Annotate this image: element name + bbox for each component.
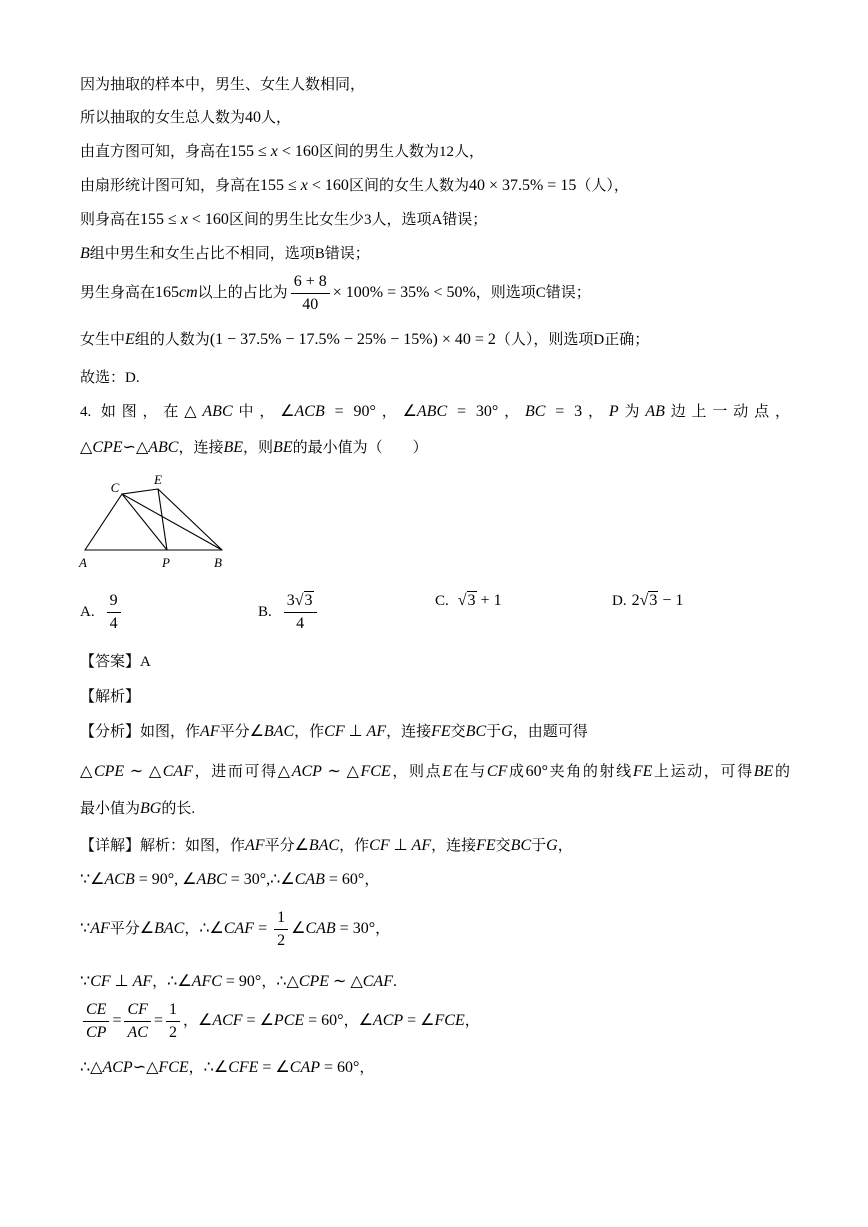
final-choice-line — [80, 368, 140, 388]
math-expr: < 160 — [307, 177, 349, 194]
math-expr: = — [153, 1011, 163, 1029]
text-run: ，连接 — [386, 724, 432, 740]
math-expr: + 1 — [476, 592, 502, 609]
math-variable: ACP — [291, 763, 322, 780]
math-variable: CAP — [289, 1059, 320, 1076]
math-variable: CPE — [92, 439, 123, 456]
text-run: 组中男生和女生占比不相同，选项B错误； — [89, 246, 370, 262]
vertex-label-b: B — [214, 555, 222, 570]
text-run: 的最小值为（ ） — [292, 440, 428, 456]
fraction — [124, 1000, 150, 1043]
math-expr: ∼ △ — [329, 973, 363, 990]
text-run: ，则选项C错误； — [475, 284, 591, 301]
denominator — [284, 613, 317, 634]
math-variable: ABC — [148, 439, 179, 456]
math-variable: CF — [369, 837, 390, 854]
math-expr: = 3 — [545, 403, 583, 420]
math-expr: 9 — [109, 592, 118, 609]
math-variable: CAF — [162, 763, 193, 780]
math-variable: CE — [86, 1001, 107, 1018]
text-run: 上运动，可得 — [652, 764, 754, 780]
math-expr: △ — [80, 763, 94, 780]
text-run: ，由题可得 — [512, 724, 588, 740]
text-run: ，则 — [243, 440, 274, 456]
math-expr: ∵ — [80, 919, 91, 937]
denominator — [291, 294, 330, 315]
math-expr: = 90° — [221, 973, 262, 990]
denominator — [107, 613, 121, 634]
geometry-figure — [70, 470, 240, 570]
vertex-label-e: E — [154, 472, 162, 487]
numerator — [83, 1000, 109, 1022]
math-expr: 155 ≤ — [230, 143, 271, 160]
math-variable: CPE — [93, 763, 125, 780]
math-expr: ∽△ — [132, 1059, 159, 1076]
math-variable: AC — [127, 1024, 148, 1041]
solution-line — [80, 108, 291, 128]
text-run: 由直方图可知，身高在 — [80, 144, 231, 160]
text-run: ， — [582, 404, 609, 420]
math-variable: ACB — [104, 871, 135, 888]
math-expr: 3√ — [286, 592, 304, 609]
math-variable: FCE — [158, 1059, 189, 1076]
math-variable: AF — [90, 919, 110, 937]
math-expr: 2√ — [631, 592, 649, 609]
math-variable: ACF — [212, 1011, 243, 1029]
math-variable: CAF — [362, 973, 393, 990]
math-expr: △ — [80, 439, 93, 456]
segment-ac — [85, 494, 122, 550]
text-run: 所以抽取的女生总人数为 — [80, 110, 246, 126]
math-variable: AB — [645, 403, 665, 420]
text-run: 平分 — [264, 838, 295, 854]
sqrt-radicand: 3 — [304, 592, 313, 609]
math-variable: ABC — [202, 403, 233, 420]
math-expr: √ — [457, 592, 467, 609]
option-d — [612, 591, 683, 611]
text-run: 【分析】如图，作 — [80, 724, 201, 740]
denominator — [124, 1022, 150, 1043]
text-run: 成 — [507, 764, 526, 780]
math-variable: BE — [223, 439, 244, 456]
math-expr: ∠ — [358, 1011, 373, 1029]
text-run: ， — [182, 1012, 198, 1029]
math-variable: FCE — [434, 1011, 465, 1029]
math-variable: BAC — [308, 837, 340, 854]
denominator — [274, 930, 288, 951]
math-expr: 60° — [525, 763, 549, 780]
math-expr: × 100% = 35% < 50% — [332, 283, 476, 301]
math-expr: = 90°, ∠ — [134, 871, 197, 888]
math-variable: BC — [465, 723, 487, 740]
text-run: ， — [498, 404, 525, 420]
math-expr: = 60° — [304, 1011, 344, 1029]
numerator — [274, 908, 288, 930]
detail-line — [80, 972, 397, 992]
math-variable: ACP — [372, 1011, 404, 1029]
solution-line — [80, 75, 365, 95]
math-variable: P — [608, 403, 619, 420]
analysis-line — [80, 799, 195, 819]
fraction — [166, 1000, 180, 1043]
text-run: ， — [188, 1060, 204, 1076]
math-expr: ∠ — [249, 723, 264, 740]
math-expr: = ∠ — [403, 1011, 435, 1029]
math-expr: ∴∠ — [167, 973, 192, 990]
text-run: 平分 — [109, 920, 140, 937]
fraction — [107, 591, 121, 634]
math-expr: ∠ — [402, 403, 417, 420]
text-run: ， — [557, 838, 573, 854]
text-run: 以上的占比为 — [197, 284, 288, 301]
math-expr: = ∠ — [258, 1059, 290, 1076]
solution-line — [80, 244, 370, 264]
fraction — [83, 1000, 109, 1043]
math-expr: = 90° — [324, 403, 376, 420]
math-variable: FE — [476, 837, 496, 854]
text-run: 则身高在 — [80, 212, 141, 228]
math-variable: CFE — [228, 1059, 259, 1076]
math-expr: = — [254, 919, 272, 937]
math-variable: E — [442, 763, 453, 780]
math-expr: △ — [277, 763, 292, 780]
math-expr: (1 − 37.5% − 17.5% − 25% − 15%) × 40 = 2 — [209, 331, 496, 348]
detail-line — [80, 836, 573, 856]
math-expr: ∠ — [291, 919, 306, 937]
math-variable: CF — [127, 1001, 148, 1018]
math-expr: 165 — [155, 283, 180, 301]
math-expr: 2 — [277, 932, 286, 949]
math-expr: 155 ≤ — [140, 211, 181, 228]
math-expr: . — [392, 973, 397, 990]
detail-line — [80, 1058, 374, 1078]
option-content — [281, 592, 320, 632]
numerator — [124, 1000, 150, 1022]
option-label: A. — [80, 603, 95, 620]
math-expr: ⊥ — [110, 973, 133, 990]
math-expr: 40 — [245, 109, 262, 126]
text-run: 男生身高在 — [80, 284, 156, 301]
text-run: ， — [364, 872, 380, 888]
text-run: 4. 如图，在 — [80, 404, 185, 420]
math-expr: ∵∠ — [80, 871, 105, 888]
math-expr: < 160 — [187, 211, 229, 228]
solution-line — [80, 210, 487, 230]
text-run: 于 — [531, 838, 547, 854]
math-expr: ∠ — [294, 837, 309, 854]
math-variable: x — [300, 177, 308, 194]
math-expr: = 60° — [320, 1059, 360, 1076]
detail-line — [80, 908, 390, 951]
math-variable: cm — [179, 283, 198, 301]
math-variable: ACP — [102, 1059, 133, 1076]
text-run: ， — [464, 1012, 480, 1029]
math-variable: AF — [366, 723, 387, 740]
math-expr: ∼ △ — [124, 763, 163, 780]
math-variable: B — [80, 245, 90, 262]
text-run: 交 — [450, 724, 466, 740]
math-expr: ∠ — [197, 1011, 213, 1029]
segment-ce — [122, 489, 158, 494]
math-variable: x — [270, 143, 278, 160]
math-variable: AF — [132, 973, 153, 990]
math-expr: 4 — [296, 615, 305, 632]
math-variable: BG — [140, 800, 162, 817]
math-expr: ⊥ — [344, 723, 367, 740]
math-variable: CP — [86, 1024, 107, 1041]
math-variable: AF — [245, 837, 265, 854]
math-expr: ∴△ — [80, 1059, 103, 1076]
text-run: 在与 — [452, 764, 487, 780]
math-variable: CF — [486, 763, 508, 780]
text-run: 由扇形统计图可知，身高在 — [80, 178, 261, 194]
solution-line — [80, 272, 591, 315]
denominator — [83, 1022, 109, 1043]
text-run: ， — [359, 1060, 375, 1076]
text-run: ，进而可得 — [192, 764, 278, 780]
math-variable: ACB — [294, 403, 325, 420]
analysis-line — [80, 762, 790, 782]
option-label: C. — [435, 593, 449, 609]
math-variable: BE — [753, 763, 774, 780]
text-run: 区间的女生人数为 — [348, 178, 469, 194]
math-variable: PCE — [273, 1011, 305, 1029]
math-expr: 155 ≤ — [260, 177, 301, 194]
math-variable: BE — [273, 439, 293, 456]
text-run: 于 — [486, 724, 502, 740]
text-run: 组的人数为 — [134, 332, 210, 348]
math-expr: = 30°,∴∠ — [226, 871, 295, 888]
text-run: 因为抽取的样本中，男生、女生人数相同， — [80, 77, 366, 93]
math-expr: ∴∠ — [199, 919, 224, 937]
text-run: 区间的男生比女生少3人，选项A错误； — [228, 212, 488, 228]
text-run: 的 — [773, 764, 790, 780]
math-variable: ABC — [416, 403, 448, 420]
option-content — [632, 593, 684, 609]
solution-line — [80, 176, 629, 196]
text-run: 边上一动点， — [664, 404, 790, 420]
text-run: 区间的男生人数为12人， — [318, 144, 484, 160]
math-variable: CAF — [223, 919, 255, 937]
math-expr: ∠ — [139, 919, 155, 937]
text-run: ， — [152, 974, 168, 990]
text-run: 女生中 — [80, 332, 126, 348]
math-variable: AF — [411, 837, 432, 854]
math-variable: BAC — [263, 723, 295, 740]
text-run: 夹角的射线 — [548, 764, 633, 780]
math-variable: ABC — [196, 871, 227, 888]
solution-line — [80, 142, 484, 162]
math-expr: = 30° — [335, 919, 376, 937]
question-stem-line — [80, 438, 428, 458]
math-expr: 40 — [302, 296, 319, 313]
text-run: ，连接 — [431, 838, 477, 854]
text-run: 故选：D. — [80, 370, 140, 386]
fraction — [291, 272, 330, 315]
sqrt-radicand: 3 — [467, 592, 476, 609]
math-variable: E — [125, 331, 135, 348]
option-c — [435, 591, 502, 611]
math-variable: CF — [90, 973, 111, 990]
math-variable: FE — [431, 723, 451, 740]
text-run: （人）， — [576, 178, 629, 194]
numerator — [284, 591, 317, 613]
text-run: 中， — [232, 404, 281, 420]
math-expr: 2 — [168, 1024, 177, 1041]
answer-line: 【答案】A — [80, 654, 151, 670]
math-variable: CPE — [298, 973, 330, 990]
denominator — [166, 1022, 180, 1043]
text-run: ， — [184, 920, 200, 937]
option-label: D. — [612, 593, 627, 609]
math-expr: = — [112, 1011, 122, 1029]
math-expr: 6 + 8 — [293, 273, 327, 290]
math-variable: BC — [524, 403, 546, 420]
text-run: ，作 — [339, 838, 370, 854]
math-variable: x — [180, 211, 188, 228]
solution-line — [80, 330, 649, 350]
math-expr: ∴∠ — [203, 1059, 229, 1076]
numerator — [166, 1000, 180, 1022]
math-expr: = 30° — [447, 403, 499, 420]
math-expr: 1 — [168, 1001, 177, 1018]
math-expr: ∵ — [80, 973, 91, 990]
text-run: 平分 — [219, 724, 250, 740]
math-expr: 1 — [277, 909, 286, 926]
numerator — [291, 272, 330, 294]
detail-line — [80, 1000, 480, 1043]
text-run: 的长. — [161, 801, 196, 817]
vertex-label-a: A — [79, 555, 87, 570]
math-expr: ∼ △ — [321, 763, 361, 780]
analysis-line — [80, 722, 588, 742]
fraction — [274, 908, 288, 951]
math-variable: CAB — [294, 871, 325, 888]
math-variable: CAB — [305, 919, 336, 937]
math-expr: ∽△ — [122, 439, 149, 456]
math-expr: ⊥ — [389, 837, 412, 854]
text-run: ， — [375, 404, 403, 420]
question-stem-line — [80, 402, 790, 422]
math-expr: = 60° — [324, 871, 365, 888]
text-run: ， — [375, 920, 391, 937]
sqrt-radicand: 3 — [649, 592, 658, 609]
explanation-heading: 【解析】 — [80, 689, 141, 705]
math-variable: AF — [200, 723, 220, 740]
text-run: ，则点 — [390, 764, 443, 780]
math-variable: CF — [324, 723, 345, 740]
math-variable: AFC — [191, 973, 222, 990]
math-variable: FCE — [360, 763, 391, 780]
math-expr: < 160 — [277, 143, 319, 160]
text-run: ，连接 — [178, 440, 224, 456]
math-variable: BC — [510, 837, 532, 854]
math-expr: = ∠ — [242, 1011, 274, 1029]
math-expr: ∴△ — [276, 973, 299, 990]
math-expr: 4 — [109, 615, 118, 632]
vertex-label-p: P — [162, 555, 170, 570]
numerator — [107, 591, 121, 613]
vertex-label-c: C — [110, 480, 120, 495]
text-run: 最小值为 — [80, 801, 141, 817]
option-content — [458, 593, 502, 609]
math-expr: △ — [184, 403, 203, 420]
text-run: ， — [261, 974, 277, 990]
text-run: 【详解】解析：如图，作 — [80, 838, 246, 854]
fraction — [284, 591, 317, 634]
math-expr: − 1 — [658, 592, 684, 609]
text-run: ，作 — [294, 724, 325, 740]
math-variable: G — [501, 723, 513, 740]
option-b — [258, 591, 320, 634]
math-variable: FE — [632, 763, 653, 780]
math-variable: BAC — [154, 919, 185, 937]
math-expr: ∠ — [280, 403, 295, 420]
option-content — [104, 592, 124, 632]
option-a — [80, 591, 124, 634]
text-run: 交 — [495, 838, 511, 854]
text-run: 为 — [618, 404, 646, 420]
math-variable: G — [546, 837, 558, 854]
text-run: ， — [343, 1012, 359, 1029]
detail-line — [80, 870, 379, 890]
text-run: （人），则选项D正确； — [495, 332, 650, 348]
option-label: B. — [258, 603, 272, 620]
math-expr: 40 × 37.5% = 15 — [468, 177, 577, 194]
text-run: 人， — [261, 110, 292, 126]
